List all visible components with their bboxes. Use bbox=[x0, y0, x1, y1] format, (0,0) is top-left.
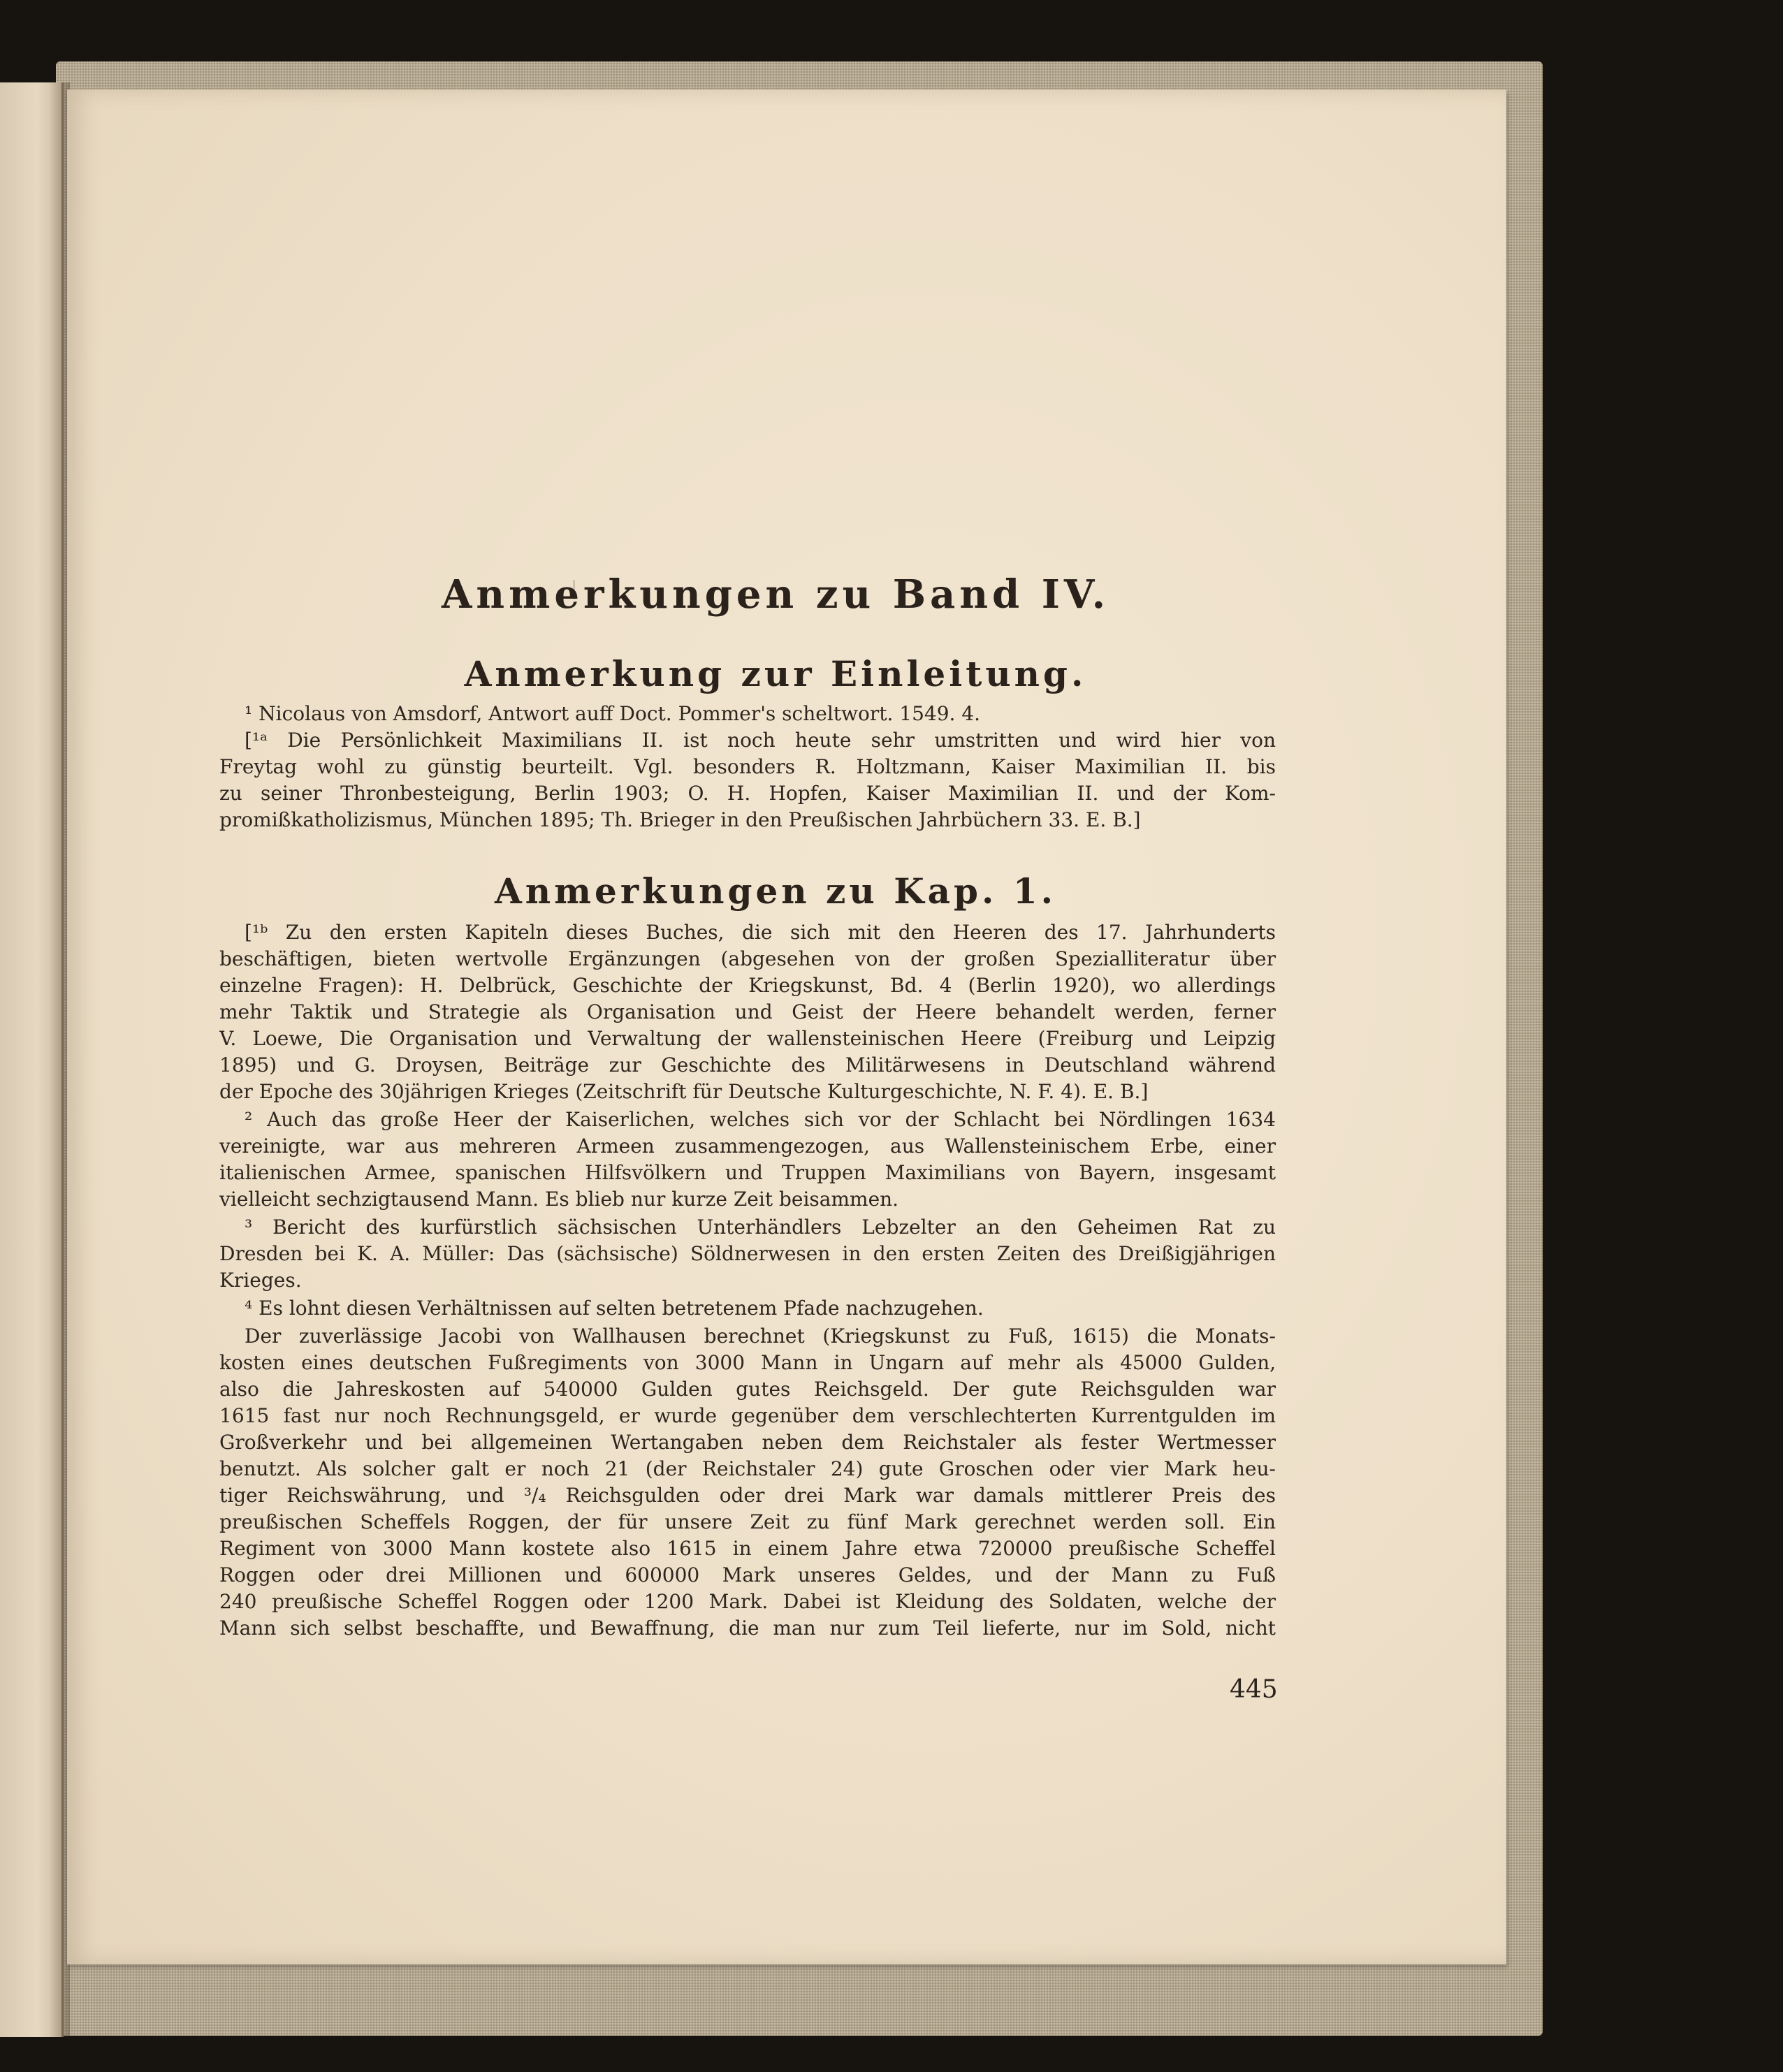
note-line: tiger Reichswährung, und ³/₄ Reichsgulden oder drei Mark war damals mittlerer Preis des bbox=[219, 1484, 1276, 1507]
note-line: [¹ᵇ Zu den ersten Kapiteln dieses Buches, die sich mit den Heeren des 17. Jahrhunderts bbox=[245, 921, 1276, 944]
chapter-heading: Anmerkungen zu Band IV. bbox=[441, 571, 1110, 618]
note-line: ³ Bericht des kurfürstlich sächsischen Unterhändlers Lebzelter an den Geheimen Rat zu bbox=[245, 1216, 1276, 1239]
note-line: Dresden bei K. A. Müller: Das (sächsische) Söldnerwesen in den ersten Zeiten des Dreißigjährigen bbox=[219, 1242, 1276, 1265]
note-line: Mann sich selbst beschaffte, und Bewaffnung, die man nur zum Teil lieferte, nur im Sold, nicht bbox=[219, 1617, 1276, 1640]
note-line: vereinigte, war aus mehreren Armeen zusammengezogen, aus Wallensteinischem Erbe, einer bbox=[219, 1135, 1276, 1158]
note-line: beschäftigen, bieten wertvolle Ergänzungen (abgesehen von der großen Spezialliteratur über bbox=[219, 947, 1276, 970]
page-number: 445 bbox=[1230, 1675, 1278, 1704]
note-line: zu seiner Thronbesteigung, Berlin 1903; O. H. Hopfen, Kaiser Maximilian II. und der Kom- bbox=[219, 782, 1276, 805]
note-line: ² Auch das große Heer der Kaiserlichen, welches sich vor der Schlacht bei Nördlingen 1634 bbox=[245, 1108, 1276, 1131]
note-line: benutzt. Als solcher galt er noch 21 (der Reichstaler 24) gute Groschen oder vier Mark heu- bbox=[219, 1457, 1276, 1480]
note-line: Großverkehr und bei allgemeinen Wertangaben neben dem Reichstaler als fester Wertmesser bbox=[219, 1431, 1276, 1454]
section-heading-chapter-1: Anmerkungen zu Kap. 1. bbox=[494, 870, 1057, 912]
note-line: mehr Taktik und Strategie als Organisation und Geist der Heere behandelt werden, ferner bbox=[219, 1000, 1276, 1023]
note-line: Krieges. bbox=[219, 1269, 302, 1292]
note-line: der Epoche des 30jährigen Krieges (Zeitschrift für Deutsche Kulturgeschichte, N. F. 4). E. B.] bbox=[219, 1080, 1149, 1103]
note-line: kosten eines deutschen Fußregiments von 3000 Mann in Ungarn auf mehr als 45000 Gulden, bbox=[219, 1351, 1276, 1374]
note-line: 1615 fast nur noch Rechnungsgeld, er wurde gegenüber dem verschlechterten Kurrentgulden im bbox=[219, 1404, 1276, 1427]
note-line: Regiment von 3000 Mann kostete also 1615 in einem Jahre etwa 720000 preußische Scheffel bbox=[219, 1537, 1276, 1560]
note-line: [¹ᵃ Die Persönlichkeit Maximilians II. ist noch heute sehr umstritten und wird hier von bbox=[245, 729, 1276, 752]
note-line: Der zuverlässige Jacobi von Wallhausen berechnet (Kriegskunst zu Fuß, 1615) die Monats- bbox=[245, 1325, 1276, 1348]
note-line: Roggen oder drei Millionen und 600000 Mark unseres Geldes, und der Mann zu Fuß bbox=[219, 1563, 1276, 1586]
note-line: V. Loewe, Die Organisation und Verwaltung der wallensteinischen Heere (Freiburg und Leipzig bbox=[219, 1027, 1276, 1050]
note-line: einzelne Fragen): H. Delbrück, Geschichte der Kriegskunst, Bd. 4 (Berlin 1920), wo allerdings bbox=[219, 974, 1276, 997]
note-line: preußischen Scheffels Roggen, der für unsere Zeit zu fünf Mark gerechnet werden soll. Ein bbox=[219, 1510, 1276, 1533]
note-line: also die Jahreskosten auf 540000 Gulden gutes Reichsgeld. Der gute Reichsgulden war bbox=[219, 1378, 1276, 1401]
note-line: 1895) und G. Droysen, Beiträge zur Geschichte des Militärwesens in Deutschland während bbox=[219, 1053, 1276, 1077]
note-line: Freytag wohl zu günstig beurteilt. Vgl. besonders R. Holtzmann, Kaiser Maximilian II. bis bbox=[219, 755, 1276, 778]
note-line: ¹ Nicolaus von Amsdorf, Antwort auff Doct. Pommer's scheltwort. 1549. 4. bbox=[245, 702, 981, 725]
section-heading-introduction: Anmerkung zur Einleitung. bbox=[464, 653, 1087, 694]
note-line: italienischen Armee, spanischen Hilfsvölkern und Truppen Maximilians von Bayern, insgesamt bbox=[219, 1161, 1276, 1184]
note-line: vielleicht sechzigtausend Mann. Es blieb nur kurze Zeit beisammen. bbox=[219, 1188, 899, 1211]
note-line: promißkatholizismus, München 1895; Th. Brieger in den Preußischen Jahrbüchern 33. E. B.] bbox=[219, 808, 1141, 831]
note-line: ⁴ Es lohnt diesen Verhältnissen auf selten betretenem Pfade nachzugehen. bbox=[245, 1297, 984, 1320]
note-line: 240 preußische Scheffel Roggen oder 1200 Mark. Dabei ist Kleidung des Soldaten, welche der bbox=[219, 1590, 1276, 1613]
